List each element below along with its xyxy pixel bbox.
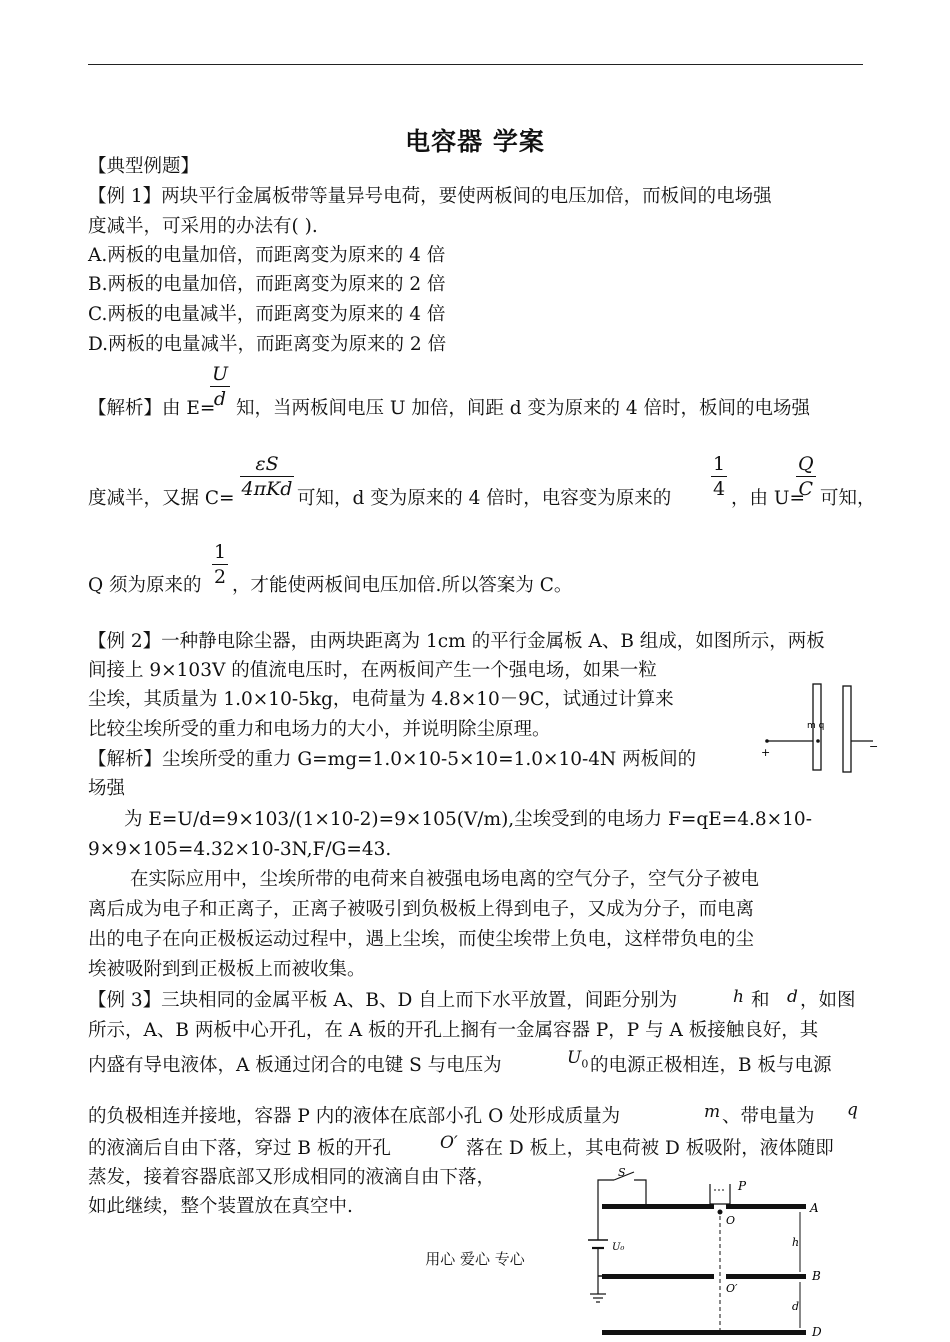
- mq-label: m q: [807, 721, 825, 731]
- ex2-line6: 场强: [88, 778, 126, 799]
- label-d-plate: D: [812, 1325, 822, 1339]
- fraction-numerator: Q: [798, 453, 814, 475]
- var-d: d: [787, 987, 798, 1007]
- ex1-stem-line2: 度减半，可采用的办法有( ).: [88, 216, 318, 237]
- plate-a-left: [602, 1204, 714, 1209]
- ex3-line1-mid: 和: [751, 990, 770, 1011]
- ex3-line2: 所示，A、B 两板中心开孔，在 A 板的开孔上搁有一金属容器 P，P 与 A 板接触良好，其: [88, 1020, 819, 1041]
- var-u: U: [567, 1048, 582, 1068]
- label-u0: U₀: [612, 1242, 625, 1253]
- fraction-u-over-d: [210, 362, 230, 411]
- terminal-left: [765, 739, 769, 743]
- var-u0: [567, 1046, 588, 1076]
- ex2-line3: 尘埃，其质量为 1.0×10-5kg，电荷量为 4.8×10－9C，试通过计算来: [88, 689, 674, 710]
- ex1-solution-line3-post: ，才能使两板间电压加倍.所以答案为 C。: [232, 575, 573, 596]
- wire-top-left: [598, 1180, 614, 1240]
- label-s: S: [618, 1168, 626, 1179]
- ex3-line4-mid: 、带电量为: [722, 1106, 815, 1127]
- ex3-line6: 蒸发，接着容器底部又形成相同的液滴自由下落，: [88, 1167, 496, 1188]
- var-o-prime: O′: [440, 1133, 458, 1153]
- page-title: 电容器 学案: [405, 127, 545, 156]
- ex2-line11: 出的电子在向正极板运动过程中，遇上尘埃，而使尘埃带上负电，这样带负电的尘: [88, 929, 755, 950]
- plate-d: [602, 1330, 806, 1335]
- ex3-line5-post: 落在 D 板上，其电荷被 D 板吸附，液体随即: [466, 1138, 834, 1159]
- fraction-numerator: 1: [713, 453, 726, 475]
- fraction-denominator: d: [213, 388, 227, 410]
- ex1-solution-line2-post: 可知，: [820, 488, 876, 509]
- ex1-option-c: C.两板的电量减半，而距离变为原来的 4 倍: [88, 304, 446, 325]
- ex3-line3-post: 的电源正极相连，B 板与电源: [590, 1055, 832, 1076]
- fraction-denominator: 4: [713, 478, 726, 500]
- droplet: [718, 1210, 723, 1215]
- ex1-stem-line1: 【例 1】两块平行金属板带等量异号电荷，要使两板间的电压加倍，而板间的电场强: [88, 186, 772, 207]
- ex2-line8: 9×9×105=4.32×10-3N,F/G=43.: [88, 839, 392, 860]
- fraction-capacitance: [240, 452, 294, 501]
- var-q: q: [847, 1100, 858, 1120]
- plate-b-right: [726, 1274, 806, 1279]
- page-footer: 用心 爱心 专心: [425, 1250, 525, 1268]
- plate-b: [843, 686, 851, 772]
- label-h: h: [792, 1236, 800, 1249]
- ex1-solution-line2-pre: 度减半，又据 C=: [88, 488, 235, 509]
- ex1-option-a: A.两板的电量加倍，而距离变为原来的 4 倍: [88, 245, 446, 266]
- label-o: O: [726, 1214, 736, 1227]
- label-a: A: [810, 1201, 819, 1215]
- ex3-line7: 如此继续，整个装置放在真空中.: [88, 1196, 353, 1217]
- fraction-one-quarter: [711, 452, 727, 501]
- ex3-line1-post: ，如图: [800, 990, 856, 1011]
- fraction-one-half: [212, 540, 228, 589]
- fraction-denominator: 4πKd: [241, 478, 293, 500]
- ex1-solution-line2-mid: 可知，d 变为原来的 4 倍时，电容变为原来的: [297, 488, 672, 509]
- ex1-option-d: D.两板的电量减半，而距离变为原来的 2 倍: [88, 334, 447, 355]
- fraction-numerator: 1: [214, 541, 227, 563]
- ex1-solution-line3-pre: Q 须为原来的: [88, 575, 202, 596]
- ex2-line7: 为 E=U/d=9×103/(1×10-2)=9×105(V/m),尘埃受到的电场力 F=qE=4.8×10-: [124, 809, 812, 830]
- label-p: P: [738, 1179, 747, 1193]
- var-u-subscript: 0: [581, 1057, 589, 1071]
- precipitator-figure: [755, 680, 885, 780]
- ex2-line5: 【解析】尘埃所受的重力 G=mg=1.0×10-5×10=1.0×10-4N 两板间的: [88, 749, 697, 770]
- dust-particle: [816, 739, 820, 743]
- fraction-numerator: εS: [240, 452, 294, 477]
- label-o-prime: O′: [726, 1282, 738, 1295]
- ex3-line5-pre: 的液滴后自由下落，穿过 B 板的开孔: [88, 1138, 391, 1159]
- fraction-denominator: C: [798, 478, 814, 500]
- ex3-line3-pre: 内盛有导电液体，A 板通过闭合的电键 S 与电压为: [88, 1055, 502, 1076]
- container-p: [710, 1184, 730, 1204]
- wire-to-plate-a: [634, 1180, 646, 1204]
- ex2-line10: 离后成为电子和正离子，正离子被吸引到负极板上得到电子，又成为分子，而电离: [88, 899, 755, 920]
- label-b: B: [812, 1269, 821, 1283]
- label-d: d: [792, 1300, 800, 1313]
- var-h: h: [733, 987, 744, 1007]
- ex2-line4: 比较尘埃所受的重力和电场力的大小，并说明除尘原理。: [88, 719, 551, 740]
- ex1-solution-line1-post: 知，当两板间电压 U 加倍，间距 d 变为原来的 4 倍时，板间的电场强: [236, 398, 810, 419]
- ex1-solution-line2-mid2: ，由 U=: [731, 488, 805, 509]
- ex2-line1: 【例 2】一种静电除尘器，由两块距离为 1cm 的平行金属板 A、B 组成，如图所示，两板: [88, 631, 825, 652]
- fraction-denominator: 2: [214, 566, 227, 588]
- ex2-line2: 间接上 9×103V 的值流电压时，在两板间产生一个强电场，如果一粒: [88, 660, 657, 681]
- header-rule: [88, 64, 863, 65]
- ex2-line12: 埃被吸附到到正极板上而被收集。: [88, 959, 366, 980]
- fraction-q-over-c: [796, 452, 816, 501]
- ex3-line1-pre: 【例 3】三块相同的金属平板 A、B、D 自上而下水平放置，间距分别为: [88, 990, 678, 1011]
- fraction-numerator: U: [212, 363, 229, 385]
- plus-label: +: [761, 746, 771, 759]
- plate-a-right: [726, 1204, 806, 1209]
- ex2-line9: 在实际应用中，尘埃所带的电荷来自被强电场电离的空气分子，空气分子被电: [130, 869, 760, 890]
- minus-label: −: [869, 740, 879, 753]
- ex1-option-b: B.两板的电量加倍，而距离变为原来的 2 倍: [88, 274, 446, 295]
- plate-b-left: [602, 1274, 714, 1279]
- var-m: m: [704, 1102, 721, 1122]
- ex3-line4-pre: 的负极相连并接地，容器 P 内的液体在底部小孔 O 处形成质量为: [88, 1106, 621, 1127]
- section-heading: 【典型例题】: [88, 156, 200, 177]
- ex1-solution-line1-pre: 【解析】由 E=: [88, 398, 216, 419]
